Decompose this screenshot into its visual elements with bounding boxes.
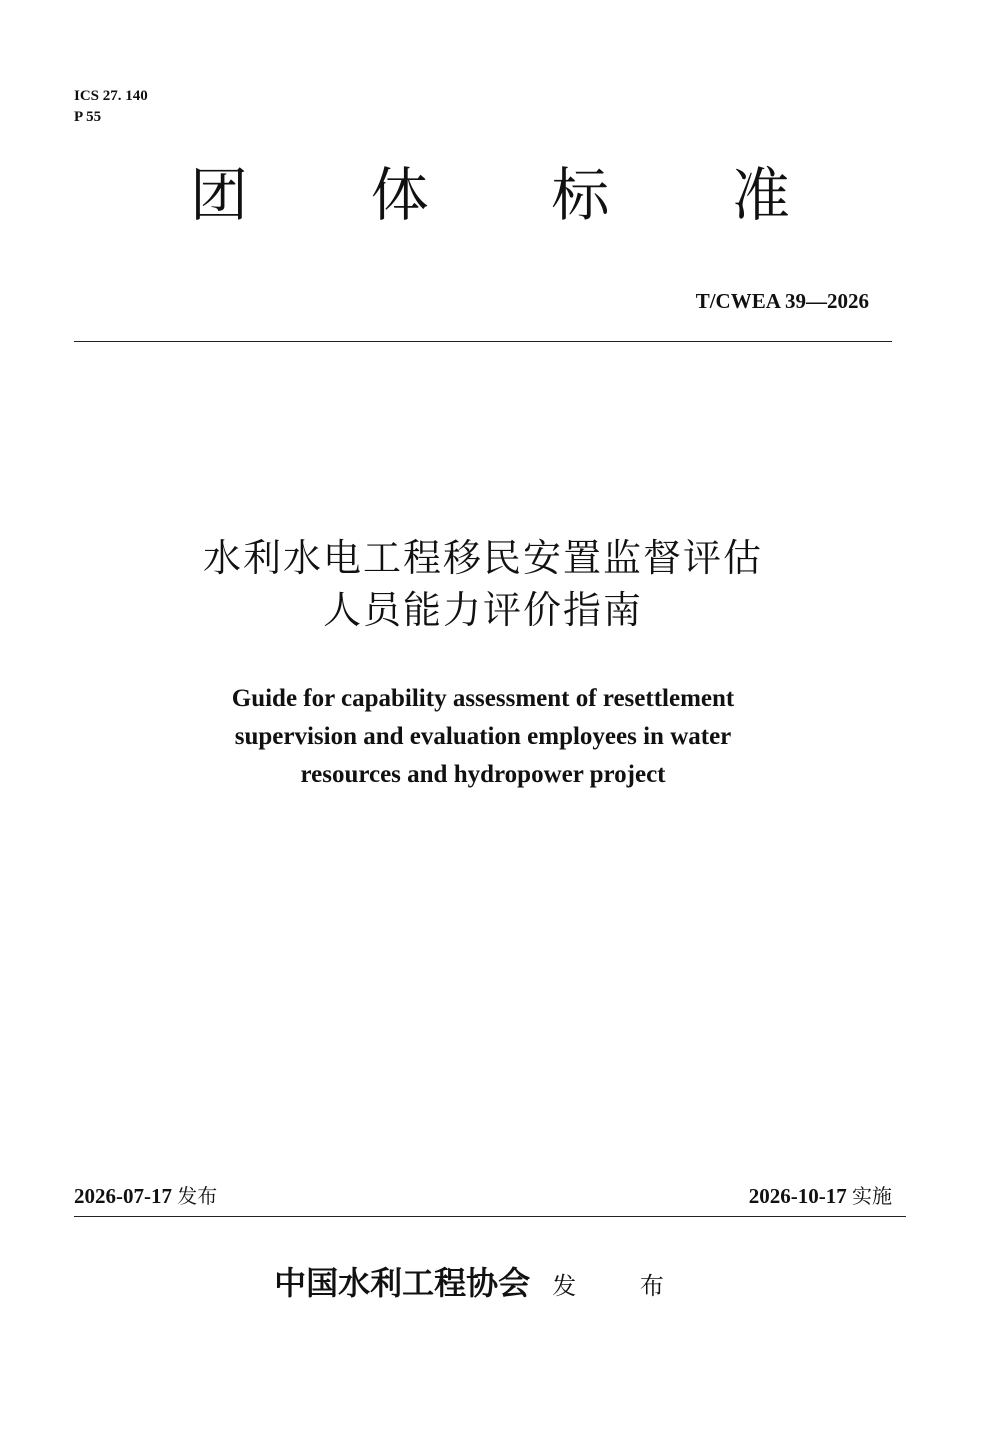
issue-label: 发布	[177, 1184, 218, 1208]
english-title-line: resources and hydropower project	[300, 761, 666, 788]
issue-date: 2026-07-17	[74, 1184, 172, 1208]
classification-codes	[74, 86, 148, 128]
chinese-title-line: 人员能力评价指南	[322, 588, 643, 632]
standard-number: T/CWEA 39—2026	[695, 289, 869, 313]
implement-date: 2026-10-17	[748, 1184, 847, 1208]
document-type-char: 团	[190, 161, 249, 229]
publisher-line	[0, 1258, 966, 1304]
bottom-divider	[74, 1216, 906, 1217]
ics-code: ICS 27. 140	[74, 88, 148, 104]
english-title-line: supervision and evaluation employees in water	[234, 723, 732, 750]
english-title	[0, 680, 966, 794]
date-row	[74, 1180, 892, 1209]
publisher-action: 发 布	[552, 1272, 692, 1300]
issue-date-block	[74, 1180, 217, 1209]
english-title-line: Guide for capability assessment of resettlement	[231, 685, 735, 712]
implement-date-block	[749, 1180, 892, 1209]
chinese-title-line: 水利水电工程移民安置监督评估	[202, 536, 763, 580]
document-type-char: 准	[731, 161, 790, 229]
ccs-code: P 55	[74, 109, 102, 125]
publisher-organization: 中国水利工程协会	[274, 1264, 531, 1302]
top-divider	[74, 341, 892, 342]
document-type-char: 标	[551, 161, 610, 229]
document-type-heading	[190, 160, 790, 230]
chinese-title	[0, 532, 966, 636]
implement-label: 实施	[852, 1184, 892, 1208]
document-type-char: 体	[370, 161, 429, 229]
